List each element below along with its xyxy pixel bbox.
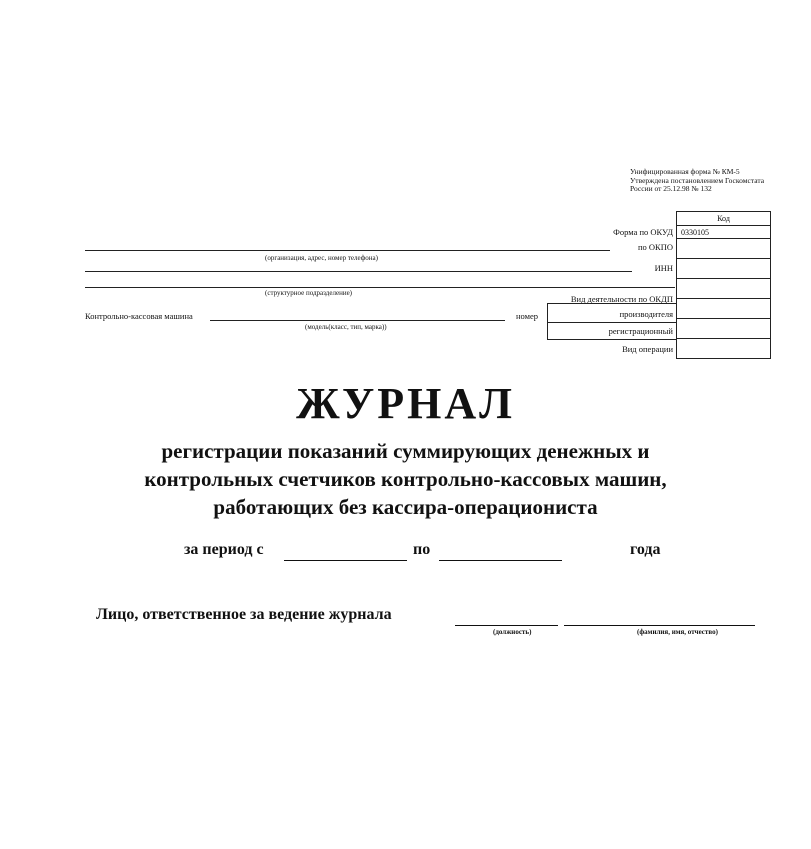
- reg-label: регистрационный: [608, 326, 673, 336]
- inn-cell[interactable]: [677, 259, 771, 279]
- operation-cell[interactable]: [677, 339, 771, 359]
- operation-label: Вид операции: [622, 344, 673, 354]
- code-table: [676, 211, 771, 359]
- period-from-blank[interactable]: [284, 560, 407, 561]
- period-year-label: года: [630, 541, 661, 558]
- reg-number-cell[interactable]: [677, 319, 771, 339]
- kkm-label: Контрольно-кассовая машина: [85, 311, 193, 321]
- journal-title: ЖУРНАЛ: [296, 379, 515, 428]
- period-to-blank[interactable]: [439, 560, 562, 561]
- okud-label: Форма по ОКУД: [613, 227, 673, 237]
- responsible-label: Лицо, ответственное за ведение журнала: [96, 606, 392, 623]
- okud-value: 0330105: [677, 226, 771, 239]
- maker-number-cell[interactable]: [677, 299, 771, 319]
- approval-note: [630, 168, 764, 194]
- subtitle-line-1: регистрации показаний суммирующих денежных и: [161, 439, 650, 463]
- organization-line[interactable]: [85, 250, 610, 251]
- approval-line-2: Утверждена постановлением Госкомстата: [630, 175, 765, 185]
- subtitle-line-3: работающих без кассира-операциониста: [213, 495, 598, 519]
- position-blank[interactable]: [455, 625, 558, 626]
- approval-line-3: России от 25.12.98 № 132: [630, 184, 712, 193]
- okdp-cell[interactable]: [677, 279, 771, 299]
- name-blank[interactable]: [564, 625, 755, 626]
- approval-line-1: Унифицированная форма № КМ-5: [630, 167, 740, 176]
- number-label: номер: [516, 311, 539, 321]
- period-from-label: за период с: [184, 541, 264, 558]
- okpo-cell[interactable]: [677, 239, 771, 259]
- organization-line-2[interactable]: [85, 271, 632, 272]
- period-to-label: по: [413, 541, 431, 558]
- department-line[interactable]: [85, 287, 675, 288]
- department-caption: (структурное подразделение): [265, 289, 353, 297]
- code-header: Код: [677, 212, 771, 226]
- name-caption: (фамилия, имя, отчество): [637, 628, 718, 636]
- kkm-caption: (модель(класс, тип, марка)): [305, 323, 387, 331]
- inn-label: ИНН: [654, 263, 673, 273]
- maker-label: производителя: [619, 309, 673, 319]
- subtitle-line-2: контрольных счетчиков контрольно-кассовых машин,: [144, 467, 667, 491]
- position-caption: (должность): [493, 628, 532, 636]
- organization-caption: (организация, адрес, номер телефона): [265, 254, 378, 262]
- okpo-label: по ОКПО: [637, 242, 673, 252]
- okdp-label: Вид деятельности по ОКДП: [570, 294, 673, 304]
- kkm-model-line[interactable]: [210, 320, 505, 321]
